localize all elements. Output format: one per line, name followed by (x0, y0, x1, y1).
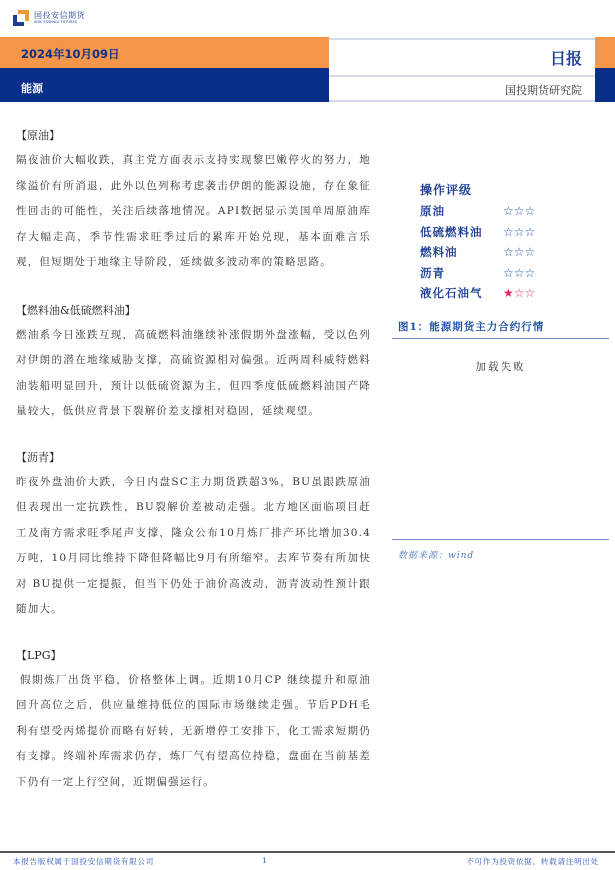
figure-title: 图1：能源期货主力合约行情 (398, 321, 545, 333)
figure-futures-quotes (392, 318, 609, 561)
star-rating-icon: ☆☆☆ (503, 245, 536, 259)
rating-commodity: 燃料油 (420, 245, 458, 259)
company-logo (13, 10, 85, 26)
section-body: 隔夜油价大幅收跌，真主党方面表示支持实现黎巴嫩停火的努力，地缘溢价有所消退，此外以色列称考虑袭击伊朗的能源设施，存在象征性回击的可能性，关注后续落地情况。API数据显示美国单周原油库存大幅走高，季节性需求旺季过后的累库开始兑现，基本面难言乐观，但短期处于地缘主导阶段，延续做多波动率的策略思路。 (16, 154, 371, 268)
section-fuel-oil (16, 298, 371, 425)
section-body: 燃油系今日涨跌互现，高硫燃料油继续补涨假期外盘涨幅，受以色列对伊朗的潜在地缘威胁支撑，高硫资源相对偏强。近两周科威特燃料油装船明显回升，预计以低硫资源为主，但四季度低硫燃料油国产降量较大，低供应背景下裂解价差支撑相对稳固，延续观望。 (16, 328, 371, 417)
report-type: 日报 (549, 49, 582, 68)
section-title: 【燃料油&低硫燃料油】 (16, 303, 136, 317)
section-title: 【原油】 (16, 129, 60, 142)
rating-row-asphalt (420, 263, 535, 284)
section-body: 假期炼厂出货平稳，价格整体上调。近期10月CP 继续提升和原油回升高位之后，供应量维持低位的国际市场继续走强。节后PDH毛利有望受丙烯提价而略有好转，无新增停工安排下，化工需求短期仍有支撑。终端补库需求仍存，炼厂气有望高位持稳，盘面在当前基差下仍有一定上行空间，近期偏强运行。 (16, 673, 371, 788)
page-number: 1 (262, 856, 267, 865)
star-rating-icon: ★☆☆ (503, 286, 536, 300)
header-title-box (329, 37, 595, 102)
logo-chinese-name: 国投安信期货 (34, 10, 85, 20)
section-asphalt (16, 445, 371, 623)
report-date: 2024年10月09日 (21, 47, 120, 61)
institute-name: 国投期货研究院 (505, 84, 582, 97)
footer-copyright: 本报告版权属于国投安信期货有限公司 (13, 857, 155, 866)
star-rating-icon: ☆☆☆ (503, 224, 536, 239)
figure-bottom-rule (392, 539, 609, 540)
rating-row-lpg (420, 283, 535, 304)
star-rating-icon: ☆☆☆ (503, 265, 536, 280)
section-crude-oil (16, 123, 371, 276)
rating-row-low-sulfur-fuel-oil (420, 222, 535, 243)
rating-commodity: 原油 (420, 204, 445, 218)
section-body: 昨夜外盘油价大跌，今日内盘SC主力期货跌超3%，BU虽跟跌原油但表现出一定抗跌性，BU裂解价差被动走强。北方地区面临项目赶工及南方需求旺季尾声支撑，隆众公布10月炼厂排产环比增加30.4万吨，10月同比维持下降但降幅比9月有所缩窄。去库节奏有所加快对 BU提供一定提振，但当下仍处于油价高波动，沥青波动性预计跟随加大。 (16, 475, 371, 615)
footer-disclaimer: 不可作为投资依据，转载请注明出处 (466, 857, 599, 866)
commentary-column (16, 123, 371, 809)
figure-data-source: 数据来源：wind (398, 551, 475, 561)
section-title: 【LPG】 (16, 648, 62, 662)
logo-mark-icon (13, 10, 29, 26)
footer-rule (0, 851, 615, 853)
rating-commodity: 沥青 (420, 265, 445, 280)
logo-english-name: SDIC ESSENCE FUTURES (34, 19, 77, 24)
section-lpg (16, 643, 371, 796)
star-rating-icon: ☆☆☆ (503, 204, 536, 218)
report-sector: 能源 (21, 82, 43, 95)
rating-commodity: 液化石油气 (420, 286, 483, 300)
rating-title: 操作评级 (420, 183, 473, 197)
rating-commodity: 低硫燃料油 (420, 224, 483, 239)
section-title: 【沥青】 (16, 450, 60, 464)
image-load-failed-text: 加载失败 (475, 361, 526, 373)
figure-image-area (392, 339, 609, 539)
rating-row-crude-oil (420, 201, 535, 222)
operation-rating-panel (420, 180, 535, 304)
rating-row-fuel-oil (420, 242, 535, 263)
